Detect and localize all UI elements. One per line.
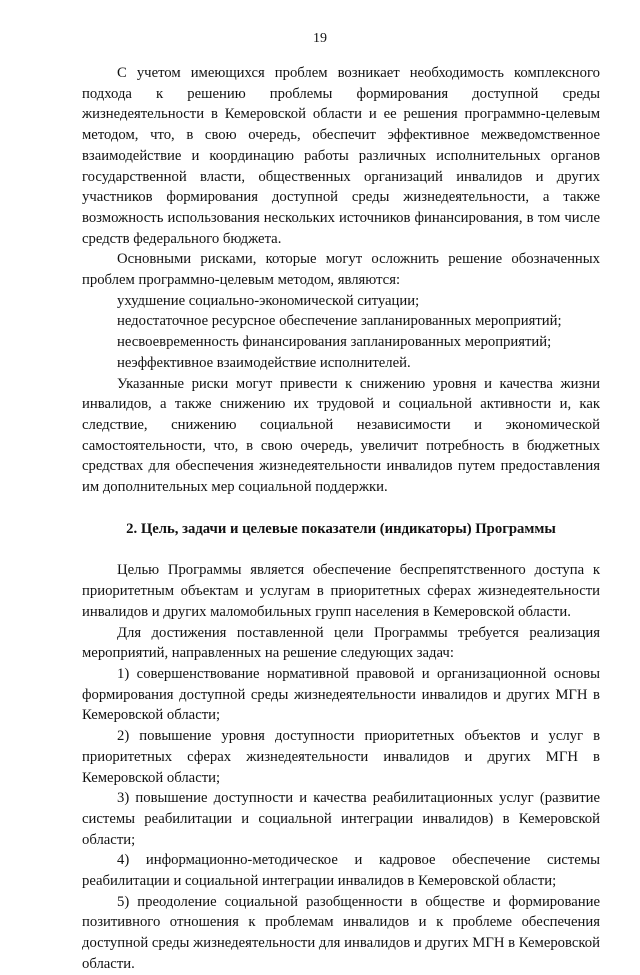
risk-item: неэффективное взаимодействие исполнителей. [117,354,411,371]
risk-item: несвоевременность финансирования запланированных мероприятий; [117,334,552,351]
page-number: 19 [313,31,327,46]
risk-item: недостаточное ресурсное обеспечение запланированных мероприятий; [117,313,562,330]
task-item: 4) информационно-методическое и кадровое обеспечение системы реабилитации и социальной интеграции инвалидов в Кемеровской области; [82,852,600,890]
task-item: 5) преодоление социальной разобщенности в обществе и формирование позитивного отношения к проблемам инвалидов и к проблеме обеспечения доступной среды жизнедеятельности для инвалидов и других МГН в Кемеровской области. [82,893,600,972]
paragraph-program-goal: Целью Программы является обеспечение беспрепятственного доступа к приоритетным объектам и услугам в приоритетных сферах жизнедеятельности инвалидов и других маломобильных групп населения в Кемеровской области. [82,562,600,620]
paragraph-main-risks: Основными рисками, которые могут осложнить решение обозначенных проблем программно-целевым методом, являются: [82,251,600,289]
section-heading: 2. Цель, задачи и целевые показатели (индикаторы) Программы [126,520,556,537]
risk-item: ухудшение социально-экономической ситуации; [117,292,420,309]
paragraph-risk-consequences: Указанные риски могут привести к снижению уровня и качества жизни инвалидов, а также снижению их трудовой и социальной активности и, как следствие, снижению социальной независимости и экономической самостоятельности, что, в свою очередь, увеличит потребность в бюджетных средствах для обеспечения жизнедеятельности инвалидов путем предоставления им дополнительных мер социальной поддержки. [82,375,600,496]
page-body [82,63,600,975]
paragraph-need-for-complex-approach: С учетом имеющихся проблем возникает необходимость комплексного подхода к решению проблемы формирования доступной среды жизнедеятельности в Кемеровской области и ее решения программно-целевым методом, что, в свою очередь, обеспечит эффективное межведомственное взаимодействие и координацию работы различных исполнительных органов государственной власти, общественных организаций инвалидов и других участников формирования доступной среды жизнедеятельности, а также возможность использования нескольких источников финансирования, в том числе средств федерального бюджета. [82,65,600,247]
task-item: 1) совершенствование нормативной правовой и организационной основы формирования доступной среды жизнедеятельности инвалидов и других МГН в Кемеровской области; [82,665,600,724]
paragraph-tasks-intro: Для достижения поставленной цели Программы требуется реализация мероприятий, направленных на решение следующих задач: [82,624,600,662]
task-item: 2) повышение уровня доступности приоритетных объектов и услуг в приоритетных сферах жизнедеятельности инвалидов и других МГН в Кемеровской области; [82,728,600,786]
task-item: 3) повышение доступности и качества реабилитационных услуг (развитие системы реабилитации и социальной интеграции инвалидов) в Кемеровской области; [82,790,600,848]
